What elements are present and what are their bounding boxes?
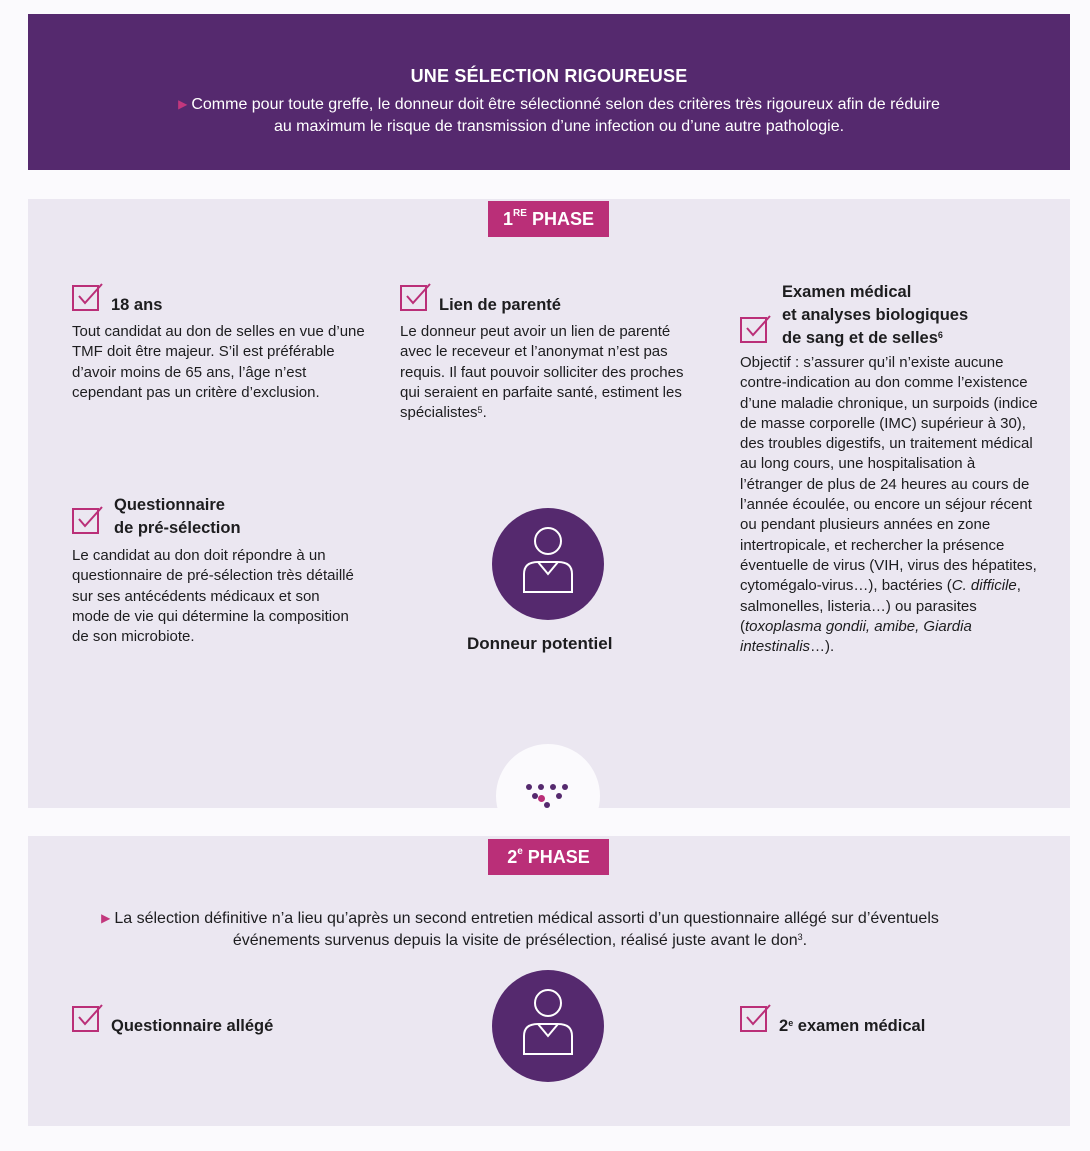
arrow-icon: ▶ [178, 97, 188, 111]
phase1-badge-num: 1 [503, 209, 514, 229]
examen-title-line3: de sang et de selles [782, 329, 938, 347]
phase1-badge-sup: RE [513, 208, 527, 219]
checkbox-icon [740, 314, 772, 344]
phase2-badge [488, 839, 609, 875]
donor-label: Donneur potentiel [467, 634, 613, 653]
parente-text-body: Le donneur peut avoir un lien de parenté avec le receveur et l’anonymat n’est pas requis. Il faut pouvoir solliciter des proches qui seraient en parfaite santé, estiment les spécialistes [400, 323, 684, 422]
checkbox-icon [72, 505, 104, 535]
examen-text-main: Objectif : s’assurer qu’il n’existe aucune contre-indication au don comme l’existence d’une maladie chronique, un surpoids (indice de masse corporelle (IMC) supérieur à 30), des troubles digestifs, un traitement médical au long cours, une hospitalisation à l’étranger de plus de 24 heures au cours de l’année écoulée, ou encore un séjour récent ou pendant plusieurs années en zone intertropicale, et rechercher la présence éventuelle de virus (VIH, virus des hépatites, cytomégalo-virus…), bactéries ( [740, 354, 1038, 595]
dot [550, 784, 556, 790]
dot [562, 784, 568, 790]
dot [526, 784, 532, 790]
age-text: Tout candidat au don de selles en vue d’une TMF doit être majeur. S’il est préférable d’avoir moins de 65 ans, l’âge n’est cependant pas un critère d’exclusion. [72, 323, 365, 401]
phase2-text [60, 908, 980, 951]
examen-italic1: C. difficile [951, 577, 1017, 595]
examen-title-line1: Examen médical [782, 283, 912, 301]
phase2-badge-word: PHASE [522, 847, 590, 867]
examen-italic2: toxoplasma gondii, amibe, Giardia intestinalis [740, 617, 972, 656]
examen-text-end: …). [810, 638, 835, 656]
phase2-ref: 3 [797, 932, 803, 942]
second-exam-label [779, 1015, 925, 1038]
donor-avatar-phase2 [492, 970, 604, 1082]
checkbox-icon [72, 1003, 104, 1033]
phase1-badge-word: PHASE [526, 209, 594, 229]
checkbox-icon [740, 1003, 772, 1033]
second-exam-text: examen médical [793, 1017, 926, 1035]
questionnaire-allege-label: Questionnaire allégé [111, 1017, 274, 1035]
dot [544, 802, 550, 808]
person-icon [520, 988, 576, 1064]
header-text [168, 94, 950, 137]
person-icon [520, 526, 576, 602]
header-title: UNE SÉLECTION RIGOUREUSE [410, 66, 688, 86]
dot [538, 784, 544, 790]
dots-chevron-icon [496, 744, 600, 848]
second-exam-num: 2 [779, 1017, 789, 1035]
phase2-badge-num: 2 [507, 847, 518, 867]
checkbox-icon [400, 282, 432, 312]
parente-text [400, 322, 700, 423]
dot [538, 795, 545, 802]
donor-avatar [492, 508, 604, 620]
header-text-body: Comme pour toute greffe, le donneur doit être sélectionné selon des critères très rigoureux afin de réduire au maximum le risque de transmission d’une infection ou d’une autre pathologie. [191, 96, 940, 135]
header-banner [28, 14, 1070, 170]
parente-title: Lien de parenté [439, 296, 561, 314]
questionnaire-title-line1: Questionnaire [114, 496, 225, 514]
phase2-badge-sup: e [517, 846, 523, 857]
second-exam-sup: e [788, 1018, 794, 1028]
questionnaire-text: Le candidat au don doit répondre à un questionnaire de pré-sélection très détaillé sur ses antécédents médicaux et son mode de vie qui détermine la composition de son microbiote. [72, 547, 354, 646]
phase2-text-body: La sélection définitive n’a lieu qu’après un second entretien médical assorti d’un questionnaire allégé sur d’éventuels événements survenus depuis la visite de présélection, réalisé juste avant le don [114, 910, 939, 949]
questionnaire-title [114, 494, 241, 540]
examen-title [782, 281, 968, 350]
phase1-badge [488, 201, 609, 237]
examen-text [740, 353, 1040, 657]
examen-title-line3-wrap [782, 327, 968, 350]
arrow-icon: ▶ [101, 911, 111, 925]
parente-end: . [482, 404, 487, 422]
age-title: 18 ans [111, 296, 163, 314]
dot [556, 793, 562, 799]
parente-ref: 5 [477, 405, 483, 416]
questionnaire-title-line2: de pré-sélection [114, 519, 241, 537]
checkbox-icon [72, 282, 104, 312]
examen-text-mid: , salmonelles, listeria…) ou parasites ( [740, 577, 1021, 635]
phase2-end: . [802, 932, 808, 949]
examen-title-ref: 6 [937, 330, 943, 340]
examen-title-line2: et analyses biologiques [782, 306, 969, 324]
